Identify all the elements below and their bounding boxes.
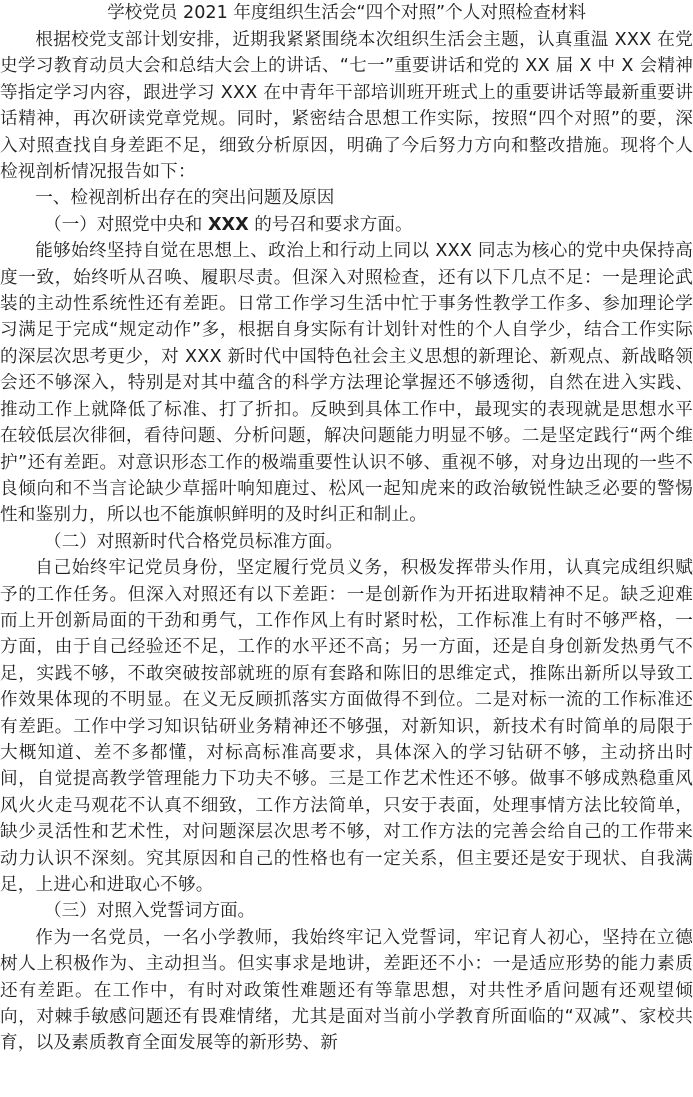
subsection-heading-1-suffix: 的号召和要求方面。 xyxy=(248,214,413,235)
subsection-body-3: 作为一名党员，一名小学教师，我始终牢记入党誓词，牢记育人初心，坚持在立德树人上积极作为、主动担当。但实事求是地讲，差距还不小：一是适应形势的能力素质还有差距。在工作中，有时对政策性难题还有等靠思想，对共性矛盾问题有还观望倾向，对棘手敏感问题还有畏难情绪，尤其是面对当前小学教育所面临的“双减”、家校共育，以及素质教育全面发展等的新形势、新 xyxy=(0,927,693,1054)
intro-paragraph: 根据校党支部计划安排，近期我紧紧围绕本次组织生活会主题，认真重温 XXX 在党史学习教育动员大会和总结大会上的讲话、“七一”重要讲话和党的 XX 届 X 中 X 会精神等指定学习内容，跟进学习 XXX 在中青年干部培训班开班式上的重要讲话等最新重要讲话精神，再次研读党章党规。同时，紧密结合思想工作实际，按照“四个对照”的要，深入对照查找自身差距不足，细致分析原因，明确了今后努力方向和整改措施。现将个人检视剖析情况报告如下： xyxy=(0,30,693,183)
subsection-heading-1-prefix: （一）对照党中央和 xyxy=(44,214,208,235)
subsection-heading-3: （三）对照入党誓词方面。 xyxy=(44,901,256,922)
subsection-body-1: 能够始终坚持自觉在思想上、政治上和行动上同以 XXX 同志为核心的党中央保持高度一致，始终听从召唤、履职尽责。但深入对照检查，还有以下几点不足：一是理论武装的主动性系统性还有差距。日常工作学习生活中忙于事务性教学工作多、参加理论学习满足于完成“规定动作”多，根据自身实际有计划针对性的个人自学少，结合工作实际的深层次思考更少，对 XXX 新时代中国特色社会主义思想的新理论、新观点、新战略领会还不够深入，特别是对其中蕴含的科学方法理论掌握还不够透彻，自然在进入实践、推动工作上就降低了标准、打了折扣。反映到具体工作中，最现实的表现就是思想水平在较低层次徘徊，看待问题、分析问题，解决问题能力明显不够。二是坚定践行“两个维护”还有差距。对意识形态工作的极端重要性认识不够、重视不够，对身边出现的一些不良倾向和不当言论缺少草摇叶响知鹿过、松风一起知虎来的政治敏锐性缺乏必要的警惕性和鉴别力，所以也不能旗帜鲜明的及时纠正和制止。 xyxy=(0,241,693,526)
subsection-heading-2: （二）对照新时代合格党员标准方面。 xyxy=(44,531,344,552)
document-title: 学校党员 2021 年度组织生活会“四个对照”个人对照检查材料 xyxy=(107,3,586,23)
section-heading-1: 一、检视剖析出存在的突出问题及原因 xyxy=(35,188,335,209)
subsection-heading-1-bold: XXX xyxy=(207,214,249,235)
subsection-body-2: 自己始终牢记党员身份，坚定履行党员义务，积极发挥带头作用，认真完成组织赋予的工作任务。但深入对照还有以下差距：一是创新作为开拓进取精神不足。缺乏迎难而上开创新局面的干劲和勇气，工作作风上有时紧时松，工作标准上有时不够严格，一方面，由于自己经验还不足，工作的水平还不高；另一方面，还是自身创新发热勇气不足，实践不够，不敢突破按部就班的原有套路和陈旧的思维定式，推陈出新所以导致工作效果体现的不明显。在义无反顾抓落实方面做得不到位。二是对标一流的工作标准还有差距。工作中学习知识钻研业务精神还不够强，对新知识，新技术有时简单的局限于大概知道、差不多都懂，对标高标准高要求，具体深入的学习钻研不够，主动挤出时间，自觉提高教学管理能力下功夫不够。三是工作艺术性还不够。做事不够成熟稳重风风火火走马观花不认真不细致，工作方法简单，只安于表面，处理事情方法比较简单，缺少灵活性和艺术性，对问题深层次思考不够，对工作方法的完善会给自己的工作带来动力认识不深刻。究其原因和自己的性格也有一定关系，但主要还是安于现状、自我满足，上进心和进取心不够。 xyxy=(0,558,693,895)
subsection-heading-1 xyxy=(0,212,693,238)
